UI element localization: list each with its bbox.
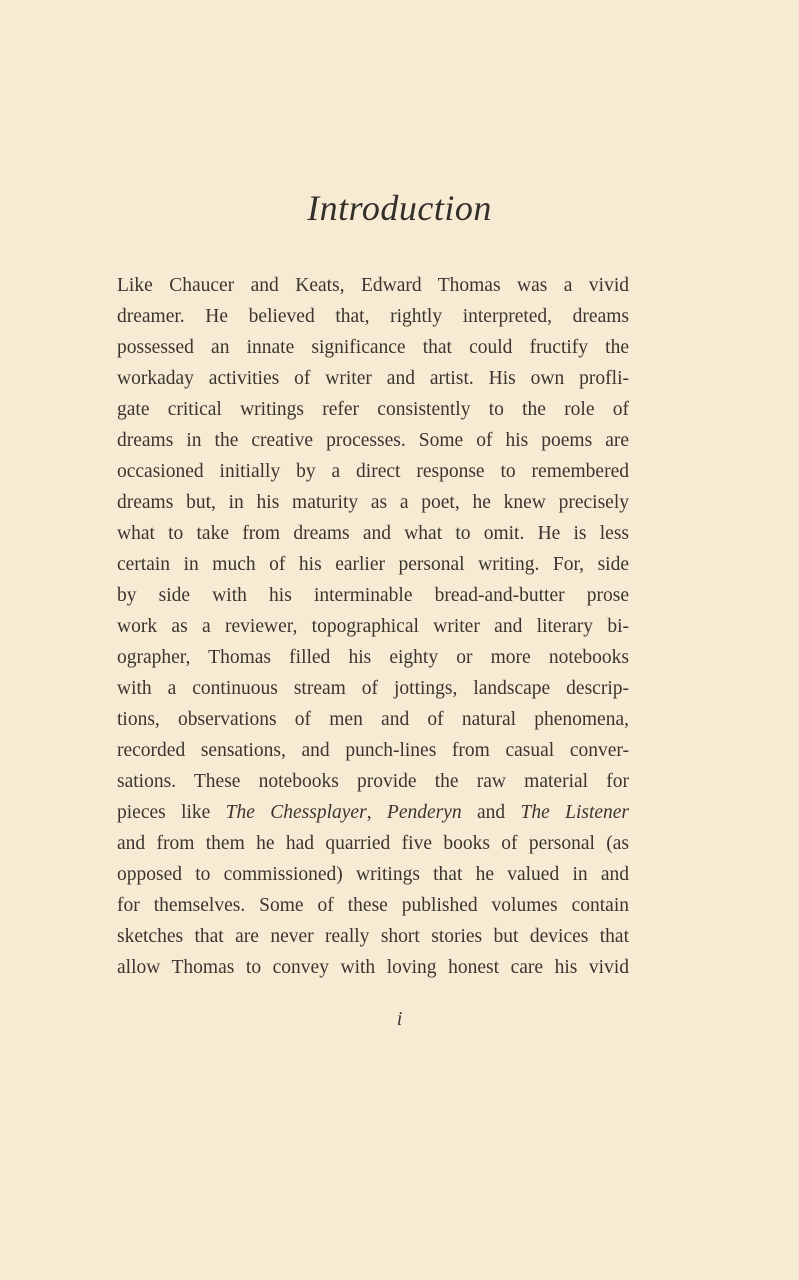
text-segment: workaday activities of writer and artist. His own profli- [117,368,629,389]
text-line [117,549,629,580]
text-line [117,363,629,394]
text-segment: recorded sensations, and punch-lines from casual conver- [117,740,629,761]
text-line [117,859,629,890]
text-segment: sations. These notebooks provide the raw material for [117,771,629,792]
text-line [117,518,629,549]
text-segment: by side with his interminable bread-and-butter prose [117,585,629,606]
text-line [117,425,629,456]
text-line [117,704,629,735]
text-line [117,673,629,704]
text-line [117,797,629,828]
text-line [117,766,629,797]
text-line [117,921,629,952]
text-segment: work as a reviewer, topographical writer and literary bi- [117,616,629,637]
text-segment: and [461,802,521,823]
text-segment: gate critical writings refer consistently to the role of [117,399,629,420]
italic-title: Penderyn [386,802,462,823]
body-text [117,270,629,983]
text-line [117,456,629,487]
text-line [117,301,629,332]
italic-title: The Listener [520,802,629,823]
text-segment: for themselves. Some of these published volumes contain [117,895,629,916]
text-segment: allow Thomas to convey with loving honest care his vivid [117,957,629,978]
text-segment: Like Chaucer and Keats, Edward Thomas was a vivid [117,275,629,296]
text-segment: possessed an innate significance that could fructify the [117,337,629,358]
text-segment: occasioned initially by a direct response to remembered [117,461,629,482]
text-line [117,611,629,642]
text-segment: tions, observations of men and of natural phenomena, [117,709,629,730]
text-line [117,828,629,859]
text-segment: opposed to commissioned) writings that he valued in and [117,864,629,885]
text-line [117,332,629,363]
text-segment: , [366,802,387,823]
text-line [117,580,629,611]
italic-title: The Chessplayer [225,802,367,823]
text-segment: certain in much of his earlier personal writing. For, side [117,554,629,575]
text-line [117,735,629,766]
chapter-title: Introduction [307,188,492,228]
text-line [117,642,629,673]
page-number: i [396,1008,403,1030]
text-segment: dreamer. He believed that, rightly interpreted, dreams [117,306,629,327]
text-segment: pieces like [117,802,226,823]
text-segment: dreams but, in his maturity as a poet, he knew precisely [117,492,629,513]
text-segment: with a continuous stream of jottings, landscape descrip- [117,678,629,699]
text-line [117,487,629,518]
text-line [117,952,629,983]
text-segment: ographer, Thomas filled his eighty or more notebooks [117,647,629,668]
text-line [117,270,629,301]
text-segment: and from them he had quarried five books of personal (as [117,833,629,854]
text-line [117,890,629,921]
text-segment: sketches that are never really short stories but devices that [117,926,629,947]
text-line [117,394,629,425]
text-segment: dreams in the creative processes. Some of his poems are [117,430,629,451]
text-segment: what to take from dreams and what to omit. He is less [117,523,629,544]
